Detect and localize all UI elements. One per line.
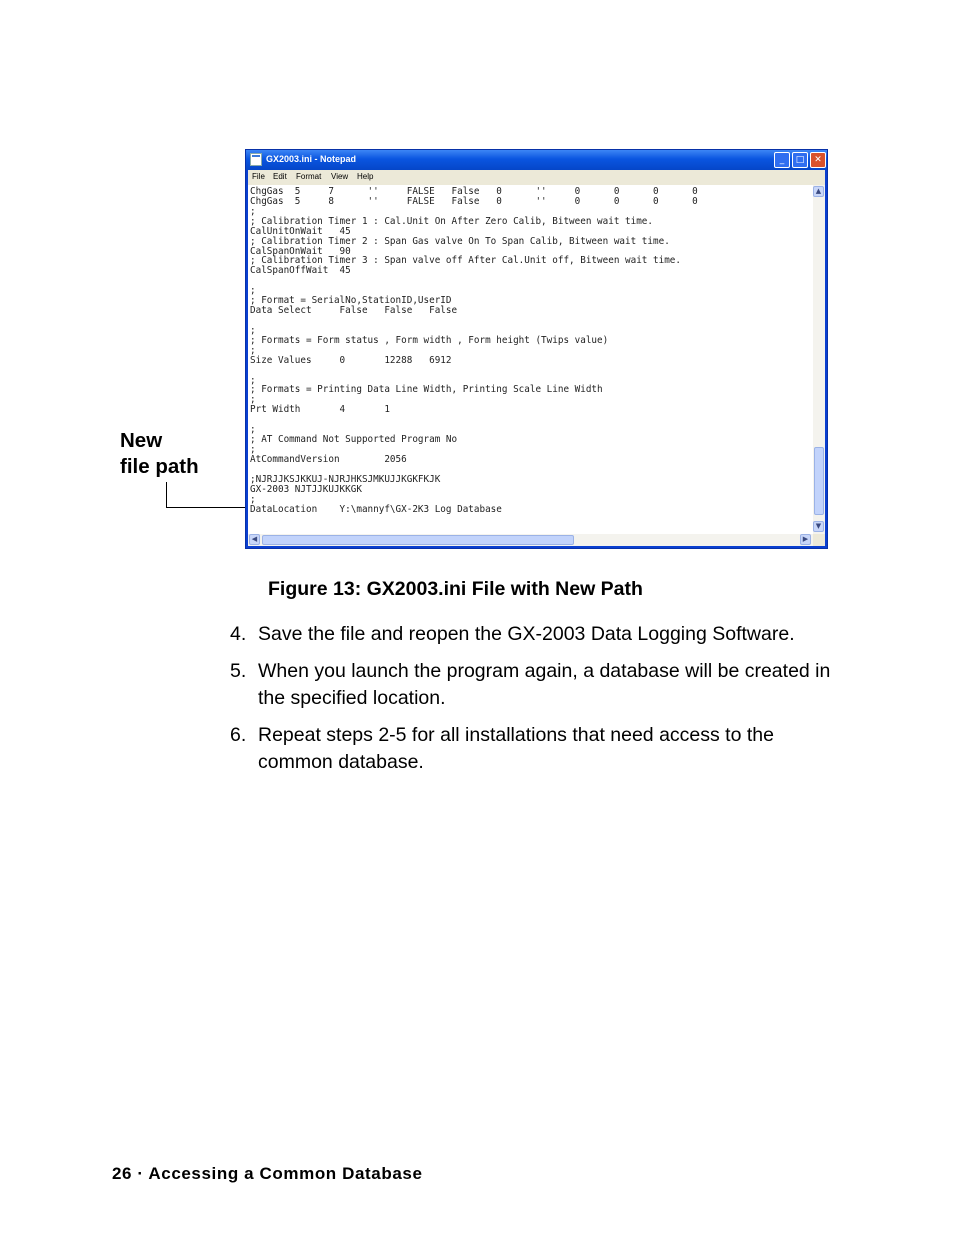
minimize-button[interactable]: _ <box>774 152 790 168</box>
menu-format[interactable]: Format <box>296 172 322 181</box>
file-content-line: ; Formats = Form status , Form width , Form height (Twips value) <box>250 334 609 346</box>
callout-leader-line-horizontal <box>166 507 245 508</box>
instruction-steps <box>230 621 850 786</box>
callout-line-2: file path <box>120 455 199 478</box>
file-content-line: ; <box>250 205 256 217</box>
file-content-line: CalUnitOnWait 45 <box>250 225 351 237</box>
vertical-scroll-thumb[interactable] <box>814 447 824 515</box>
file-content <box>250 187 698 514</box>
file-content-line: ; <box>250 285 256 297</box>
figure-caption: Figure 13: GX2003.ini File with New Path <box>268 578 643 600</box>
menu-help[interactable]: Help <box>357 172 374 181</box>
step-text: When you launch the program again, a database will be created in the specified location. <box>258 660 831 709</box>
file-content-line: ; AT Command Not Supported Program No <box>250 434 458 446</box>
resize-grip[interactable] <box>813 534 825 546</box>
step-text: Save the file and reopen the GX-2003 Data Logging Software. <box>258 623 795 645</box>
file-content-line <box>250 366 698 376</box>
step-item <box>230 722 850 776</box>
menu-file[interactable]: File <box>252 172 265 181</box>
callout-line-1: New <box>120 429 163 452</box>
new-file-path-callout <box>120 428 199 480</box>
menu-bar <box>248 170 825 185</box>
step-text: Repeat steps 2-5 for all installations that need access to the common database. <box>258 724 774 773</box>
file-content-line: CalSpanOffWait 45 <box>250 265 351 277</box>
file-content-line: ChgGas 5 8 '' FALSE False 0 '' 0 0 0 0 <box>250 195 698 207</box>
step-number: 4. <box>230 623 247 645</box>
step-number: 5. <box>230 660 247 682</box>
file-content-line: ; Calibration Timer 1 : Cal.Unit On After Zero Calib, Bitween wait time. <box>250 215 653 227</box>
maximize-button[interactable]: □ <box>792 152 808 168</box>
title-bar[interactable] <box>246 150 827 170</box>
page-footer: 26 · Accessing a Common Database <box>112 1164 423 1183</box>
file-content-line: AtCommandVersion 2056 <box>250 453 407 465</box>
file-content-line: ; <box>250 443 256 455</box>
step-item <box>230 621 850 648</box>
menu-view[interactable]: View <box>331 172 349 181</box>
file-content-line: Size Values 0 12288 6912 <box>250 354 452 366</box>
file-content-line: ; Format = SerialNo,StationID,UserID <box>250 295 452 307</box>
file-content-line: ; Formats = Printing Data Line Width, Printing Scale Line Width <box>250 384 603 396</box>
file-content-line: Prt Width 4 1 <box>250 404 390 416</box>
file-content-line: ; Calibration Timer 2 : Span Gas valve On To Span Calib, Bitween wait time. <box>250 235 670 247</box>
file-content-line: ; <box>250 324 256 336</box>
callout-leader-line <box>166 482 167 508</box>
notepad-window <box>245 149 828 549</box>
file-content-line <box>250 316 698 326</box>
file-content-line: ; <box>250 493 256 505</box>
text-editor-area[interactable] <box>248 185 813 534</box>
file-content-line: ; <box>250 344 256 356</box>
file-content-line <box>250 276 698 286</box>
file-content-line: DataLocation Y:\mannyf\GX-2K3 Log Database <box>250 503 502 515</box>
file-content-line: ; Calibration Timer 3 : Span valve off After Cal.Unit off, Bitween wait time. <box>250 255 681 267</box>
scroll-left-arrow-icon[interactable]: ◀ <box>249 534 260 545</box>
window-title: GX2003.ini - Notepad <box>266 154 357 164</box>
scroll-down-arrow-icon[interactable]: ▼ <box>813 521 824 532</box>
file-content-line: ChgGas 5 7 '' FALSE False 0 '' 0 0 0 0 <box>250 186 698 197</box>
step-item <box>230 658 850 712</box>
vertical-scrollbar[interactable] <box>813 185 825 534</box>
file-content-line: GX-2003 NJTJJKUJKKGK <box>250 483 362 495</box>
file-content-line: ;NJRJJKSJKKUJ-NJRJHKSJMKUJJKGKFKJK <box>250 473 441 485</box>
notepad-icon <box>250 153 262 166</box>
file-content-line: ; <box>250 394 256 406</box>
menu-edit[interactable]: Edit <box>273 172 287 181</box>
step-number: 6. <box>230 724 247 746</box>
file-content-line: CalSpanOnWait 90 <box>250 245 351 257</box>
scroll-up-arrow-icon[interactable]: ▲ <box>813 186 824 197</box>
file-content-line: ; <box>250 374 256 386</box>
scroll-right-arrow-icon[interactable]: ▶ <box>800 534 811 545</box>
file-content-line: Data Select False False False <box>250 305 458 317</box>
file-content-line: ; <box>250 424 256 436</box>
close-button[interactable]: ✕ <box>810 152 826 168</box>
file-content-line <box>250 415 698 425</box>
horizontal-scrollbar[interactable] <box>248 534 813 546</box>
horizontal-scroll-thumb[interactable] <box>262 535 574 545</box>
